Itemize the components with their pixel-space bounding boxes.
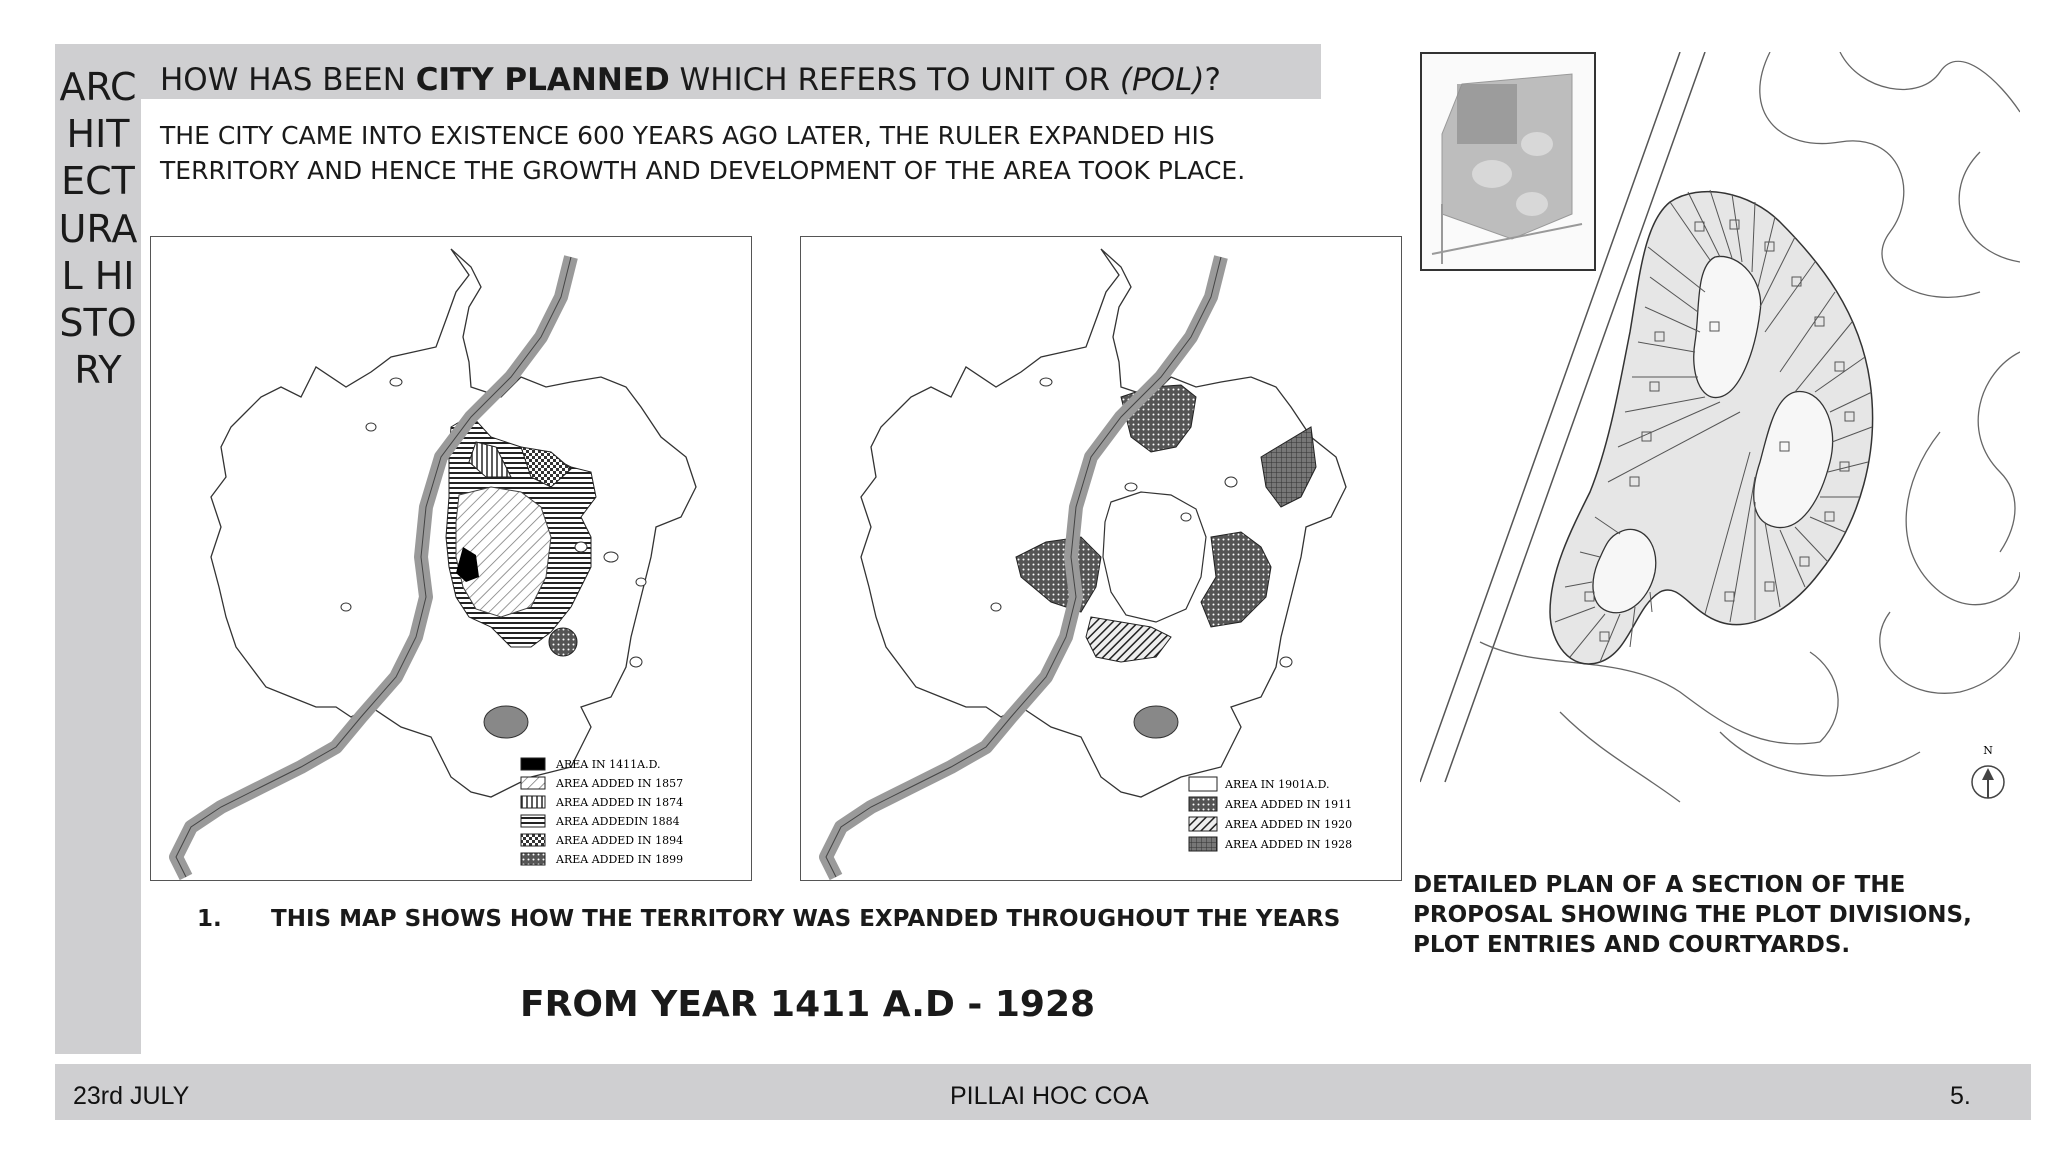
map2-svg xyxy=(801,237,1401,880)
map1-pond xyxy=(630,657,642,667)
legend1-swatch-1411 xyxy=(521,758,545,770)
map2-pond xyxy=(1040,378,1052,386)
map2-legend xyxy=(1189,777,1352,851)
year-range-heading: FROM YEAR 1411 A.D - 1928 xyxy=(520,984,1096,1025)
map1-pond xyxy=(575,542,587,552)
legend1-label: AREA ADDED IN 1894 xyxy=(556,834,684,847)
vertical-title: ARCHITECTURAL HISTORY xyxy=(58,65,138,393)
legend1-swatch-1894 xyxy=(521,834,545,846)
footer-institution: PILLAI HOC COA xyxy=(950,1082,1149,1110)
map2-city-outline xyxy=(861,249,1346,797)
legend2-label: AREA ADDED IN 1911 xyxy=(1225,798,1353,811)
plan-caption: DETAILED PLAN OF A SECTION OF THE PROPOSAL SHOWING THE PLOT DIVISIONS, PLOT ENTRIES AND COURTYARDS. xyxy=(1413,872,1972,958)
map2-pond xyxy=(1280,657,1292,667)
legend2-label: AREA ADDED IN 1920 xyxy=(1225,818,1353,831)
legend2-swatch-1920 xyxy=(1189,817,1217,831)
territory-map-1901-1928 xyxy=(800,236,1402,881)
north-arrow-icon xyxy=(1972,744,2004,798)
legend1-label: AREA IN 1411A.D. xyxy=(556,758,661,771)
map1-pond xyxy=(341,603,351,611)
map2-pond xyxy=(1225,477,1237,487)
legend1-label: AREA ADDEDIN 1884 xyxy=(556,815,680,828)
map-caption: THIS MAP SHOWS HOW THE TERRITORY WAS EXPANDED THROUGHOUT THE YEARS xyxy=(271,906,1341,932)
map2-pond xyxy=(991,603,1001,611)
map1-pond xyxy=(604,552,618,562)
intro-line-2: TERRITORY AND HENCE THE GROWTH AND DEVELOPMENT OF THE AREA TOOK PLACE. xyxy=(160,156,1246,185)
title-bold: CITY PLANNED xyxy=(415,62,670,98)
territory-map-1411-1899 xyxy=(150,236,752,881)
legend1-swatch-1884 xyxy=(521,815,545,827)
map-caption-number: 1. xyxy=(197,906,222,932)
legend2-swatch-1901 xyxy=(1189,777,1217,791)
map1-lake xyxy=(484,706,528,738)
intro-line-1: THE CITY CAME INTO EXISTENCE 600 YEARS AGO LATER, THE RULER EXPANDED HIS xyxy=(160,121,1215,150)
legend2-swatch-1911 xyxy=(1189,797,1217,811)
legend1-label: AREA ADDED IN 1857 xyxy=(556,777,684,790)
footer-date: 23rd JULY xyxy=(73,1082,190,1110)
title-italic: (POL) xyxy=(1119,62,1205,98)
title-mid: WHICH REFERS TO UNIT OR xyxy=(669,62,1120,98)
legend1-label: AREA ADDED IN 1874 xyxy=(556,796,684,809)
map2-pond xyxy=(1181,513,1191,521)
legend2-label: AREA ADDED IN 1928 xyxy=(1225,838,1353,851)
map1-svg xyxy=(151,237,751,880)
page-number: 5. xyxy=(1950,1082,1971,1110)
legend1-label: AREA ADDED IN 1899 xyxy=(556,853,684,866)
legend2-label: AREA IN 1901A.D. xyxy=(1225,778,1330,791)
legend1-swatch-1857 xyxy=(521,777,545,789)
legend2-swatch-1928 xyxy=(1189,837,1217,851)
legend1-swatch-1874 xyxy=(521,796,545,808)
title-pre: HOW HAS BEEN xyxy=(160,62,416,98)
map2-lake xyxy=(1134,706,1178,738)
legend1-swatch-1899 xyxy=(521,853,545,865)
map1-pond xyxy=(366,423,376,431)
map1-legend xyxy=(521,758,683,866)
detailed-site-plan xyxy=(1420,52,2020,812)
north-label: N xyxy=(1983,744,1993,757)
title-post: ? xyxy=(1204,62,1221,98)
detailed-plan-svg xyxy=(1420,52,2020,812)
page-title xyxy=(160,62,1221,98)
map1-pond xyxy=(636,578,646,586)
map1-area-1899 xyxy=(549,628,577,656)
map1-pond xyxy=(390,378,402,386)
map2-pond xyxy=(1125,483,1137,491)
